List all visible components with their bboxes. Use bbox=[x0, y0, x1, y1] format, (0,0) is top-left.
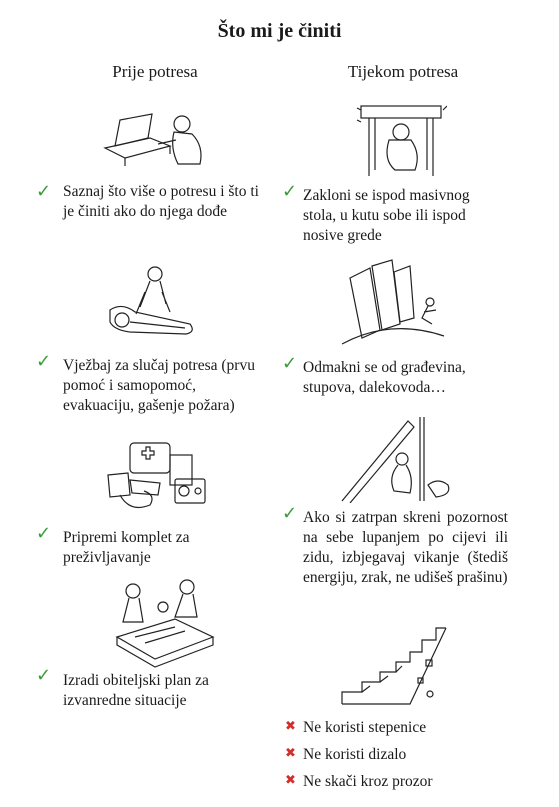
stairs-illustration bbox=[340, 620, 450, 710]
left-item-3: Pripremi komplet za preživljavanje bbox=[63, 529, 190, 566]
cross-icon: ✖ bbox=[285, 746, 296, 761]
checkmark-icon: ✓ bbox=[282, 181, 298, 202]
right-item-1: Zakloni se ispod masivnog stola, u kutu sobe ili ispod nosive grede bbox=[303, 187, 470, 244]
right-item-3: Ako si zatrpan skreni pozornost na sebe lupanjem po cijevi ili zidu, izbjegavaj vikanje (štediš energiju, zrak, ne udišeš prašinu) bbox=[303, 509, 508, 586]
dont-item-1: Ne koristi stepenice bbox=[303, 719, 427, 736]
checkmark-icon: ✓ bbox=[282, 503, 298, 524]
checkmark-icon: ✓ bbox=[36, 665, 52, 686]
first-aid-illustration bbox=[100, 262, 210, 342]
column-heading-before: Prije potresa bbox=[112, 62, 198, 81]
left-item-4: Izradi obiteljski plan za izvanredne situacije bbox=[63, 672, 209, 709]
checkmark-icon: ✓ bbox=[36, 523, 52, 544]
checkmark-icon: ✓ bbox=[282, 353, 298, 374]
under-table-illustration bbox=[355, 100, 447, 180]
column-heading-during: Tijekom potresa bbox=[347, 62, 459, 81]
cross-icon: ✖ bbox=[285, 719, 296, 734]
checkmark-icon: ✓ bbox=[36, 351, 52, 372]
dont-item-3: Ne skači kroz prozor bbox=[303, 773, 433, 790]
survival-kit-illustration bbox=[100, 435, 215, 517]
laptop-study-illustration bbox=[100, 108, 210, 170]
trapped-person-illustration bbox=[340, 415, 455, 503]
dont-item-2: Ne koristi dizalo bbox=[303, 746, 407, 763]
right-item-2: Odmakni se od građevina, stupova, dalekovoda… bbox=[303, 359, 466, 396]
checkmark-icon: ✓ bbox=[36, 181, 52, 202]
family-plan-illustration bbox=[115, 577, 215, 669]
left-item-1: Saznaj što više o potresu i što ti je činiti ako do njega dođe bbox=[63, 183, 259, 220]
left-item-2: Vježbaj za slučaj potresa (prvu pomoć i samopomoć, evakuaciju, gašenje požara) bbox=[63, 357, 255, 414]
cross-icon: ✖ bbox=[285, 773, 296, 788]
falling-buildings-illustration bbox=[340, 258, 445, 346]
page-title: Što mi je činiti bbox=[217, 20, 342, 42]
